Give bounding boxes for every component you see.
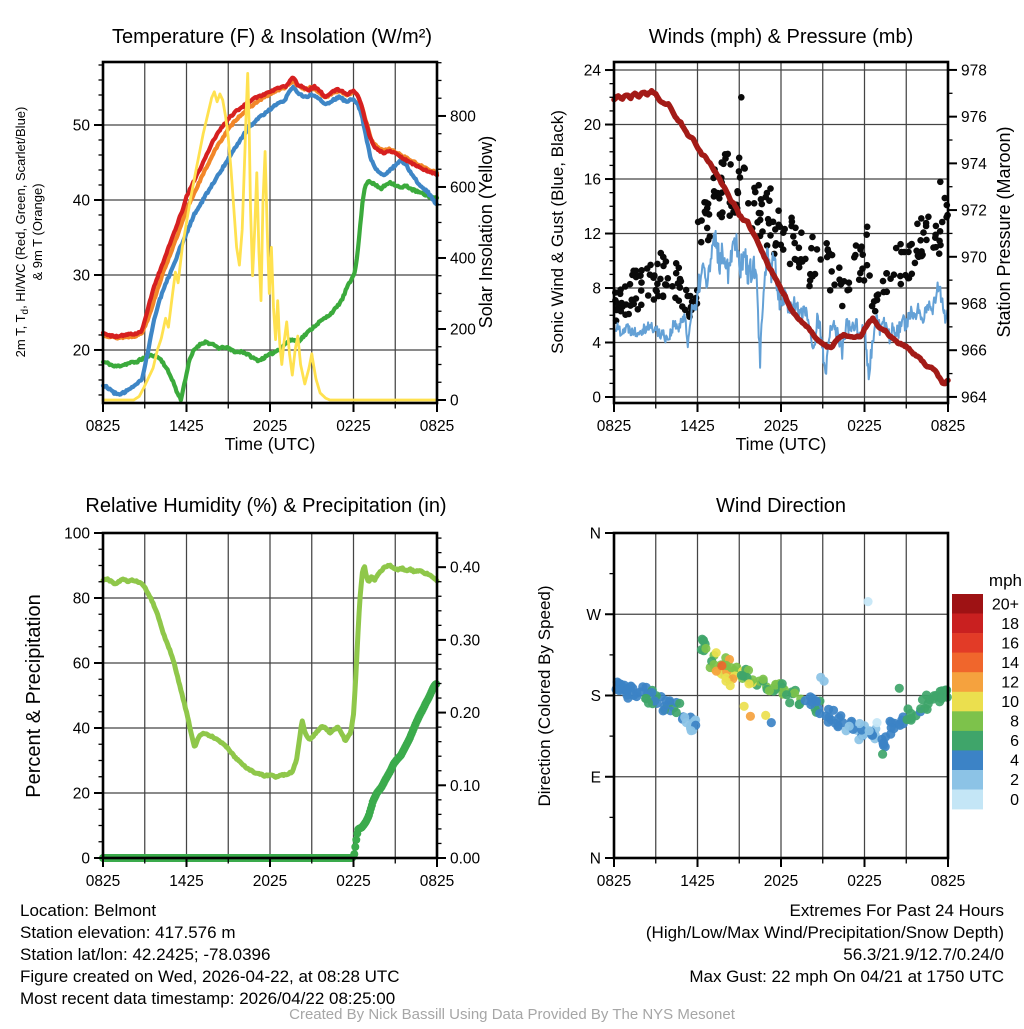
footer-latlon: Station lat/lon: 42.2425; -78.0396 [20,945,271,964]
colorbar-label: 0 [1010,791,1019,809]
x-axis-label-temperature: Time (UTC) [224,434,316,454]
footer-created: Figure created on Wed, 2026-04-22, at 08:28 UTC [20,967,400,986]
x-tick-label: 1425 [680,418,715,435]
y-tick-label: 974 [961,155,987,173]
y-tick-label: 24 [583,62,601,80]
x-tick-label: 1425 [169,418,204,435]
y-tick-label: 800 [450,108,476,126]
colorbar-label: 20+ [991,596,1019,614]
y-tick-label: 976 [961,109,987,127]
colorbar-cell [952,731,983,751]
chart-title-wind-direction: Wind Direction [715,495,847,517]
x-tick-label: 2025 [763,873,799,890]
y-axis-label-direction: Direction (Colored By Speed) [535,585,554,807]
colorbar-cell [952,594,983,614]
colorbar-cell [952,711,983,731]
y-tick-label: 978 [961,62,987,80]
y-tick-label: 200 [450,321,476,339]
colorbar-label: 4 [1010,752,1019,770]
y-tick-label: 30 [72,267,90,285]
colorbar-label: 18 [1001,615,1019,633]
x-tick-label: 1425 [680,873,715,890]
x-tick-label: 0225 [847,418,882,435]
y-tick-label: 20 [72,342,90,360]
y-tick-label: 0 [450,392,459,410]
y-tick-label: 0.40 [450,559,481,577]
x-tick-label: 0825 [930,873,966,890]
colorbar-label: 16 [1001,635,1019,653]
y-tick-label: 966 [961,342,987,360]
x-tick-label: 0225 [847,873,882,890]
y-tick-label: 100 [64,525,90,543]
colorbar-label: 8 [1010,713,1019,731]
y-axis-label-pressure: Station Pressure (Maroon) [994,126,1014,338]
y-axis-label-percent-precip: Percent & Precipitation [23,594,45,798]
y-tick-label: N [589,525,601,543]
credit-line: Created By Nick Bassill Using Data Provided By The NYS Mesonet [289,1006,735,1023]
colorbar-label: 10 [1001,694,1019,711]
x-tick-label: 0825 [85,418,121,435]
colorbar-label: 6 [1010,733,1019,751]
x-tick-label: 0825 [85,873,121,890]
y-tick-label: 50 [72,117,90,135]
colorbar-cell [952,790,983,810]
y-tick-label: S [590,688,601,705]
footer-location: Location: Belmont [20,901,157,920]
y-tick-label: 16 [583,171,601,189]
x-tick-label: 1425 [169,873,204,890]
y-tick-label: N [589,850,601,868]
y-tick-label: E [590,769,601,787]
y-tick-label: 60 [72,655,90,673]
y-tick-label: 964 [961,389,987,407]
y-tick-label: 600 [450,179,476,197]
x-tick-label: 0825 [930,418,966,435]
y-axis-label-temperature-line2: & 9m T (Orange) [30,183,45,281]
y-tick-label: 0 [81,850,90,868]
y-tick-label: 40 [72,192,90,210]
y-tick-label: 0.20 [450,705,481,723]
colorbar-label: 12 [1001,674,1019,692]
extremes-title: Extremes For Past 24 Hours [789,901,1004,920]
y-tick-label: 8 [592,280,601,298]
y-tick-label: 20 [72,785,90,803]
y-axis-label-insolation: Solar Insolation (Yellow) [476,135,496,329]
colorbar-cell [952,614,983,634]
y-tick-label: 968 [961,296,987,314]
extremes-subtitle: (High/Low/Max Wind/Precipitation/Snow Depth) [645,923,1004,942]
footer-elevation: Station elevation: 417.576 m [20,923,236,942]
x-tick-label: 0825 [419,418,455,435]
y-axis-label-sonic-wind: Sonic Wind & Gust (Blue, Black) [548,110,567,354]
colorbar-cell [952,692,983,712]
y-tick-label: 400 [450,250,476,268]
colorbar-title: mph [988,571,1022,590]
y-tick-label: 12 [583,226,601,244]
max-gust-text: Max Gust: 22 mph On 04/21 at 1750 UTC [689,967,1004,986]
chart-title-winds: Winds (mph) & Pressure (mb) [648,26,914,48]
colorbar-cell [952,653,983,673]
chart-title-humidity: Relative Humidity (%) & Precipitation (in) [85,495,447,517]
x-tick-label: 0825 [419,873,455,890]
y-axis-label-temperature-line1: 2m T, $T_d$, HI/WC (Red, Green, Scarlet/Blue) [13,106,31,358]
x-tick-label: 0825 [596,873,632,890]
x-tick-label: 2025 [763,418,799,435]
x-axis-label-winds: Time (UTC) [735,434,827,454]
x-tick-label: 0825 [596,418,632,435]
y-tick-label: 0.00 [450,850,481,868]
x-tick-label: 0225 [336,873,371,890]
y-tick-label: 0 [592,389,601,407]
x-tick-label: 2025 [252,873,288,890]
y-tick-label: 970 [961,249,987,267]
chart-title-temperature: Temperature (F) & Insolation (W/m²) [111,26,433,48]
y-tick-label: 4 [592,335,601,353]
x-tick-label: 2025 [252,418,288,435]
y-tick-label: 0.10 [450,777,481,795]
colorbar-label: 2 [1010,772,1019,790]
colorbar-cell [952,770,983,790]
colorbar-label: 14 [1001,654,1019,672]
footer-timestamp: Most recent data timestamp: 2026/04/22 08:25:00 [20,989,396,1008]
extremes-values: 56.3/21.9/12.7/0.24/0 [843,945,1004,964]
y-tick-label: 972 [961,202,987,220]
colorbar-cell [952,750,983,770]
colorbar-cell [952,672,983,692]
y-tick-label: 80 [72,590,90,608]
colorbar-cell [952,633,983,653]
y-tick-label: 0.30 [450,632,481,650]
x-tick-label: 0225 [336,418,371,435]
y-tick-label: W [586,606,601,624]
y-tick-label: 20 [583,117,601,135]
y-tick-label: 40 [72,720,90,738]
